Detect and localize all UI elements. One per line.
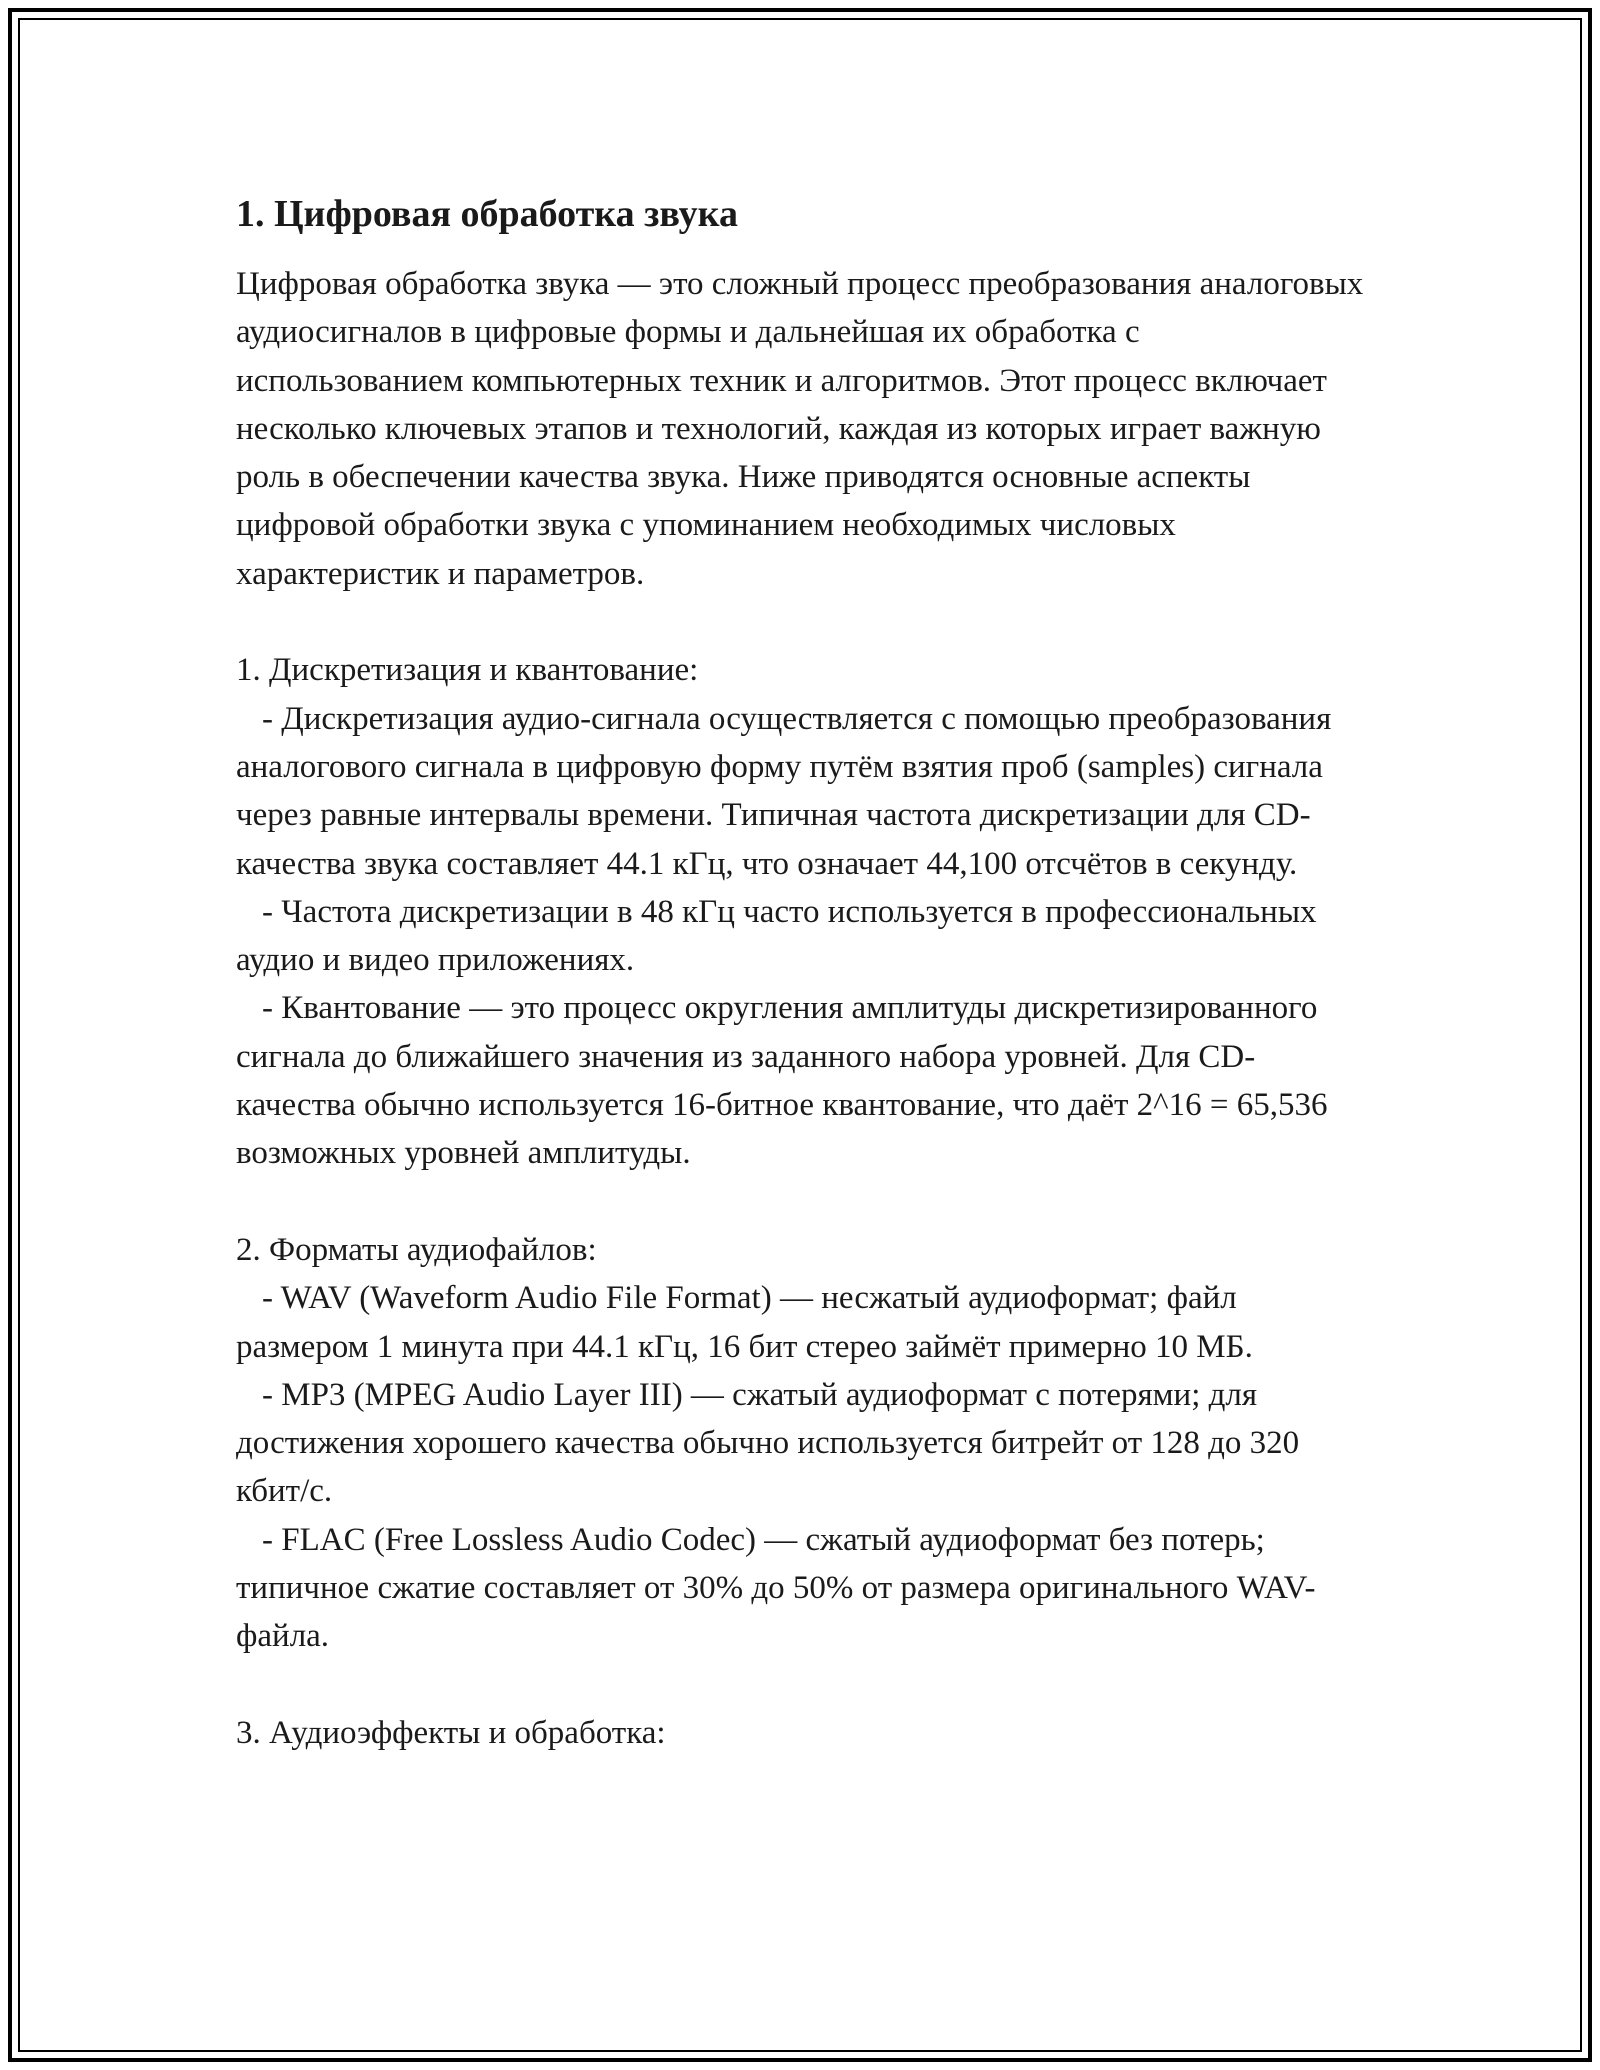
document-title: 1. Цифровая обработка звука bbox=[236, 193, 738, 235]
list-item-text: - WAV (Waveform Audio File Format) — несжатый аудиоформат; файл размером 1 минута при 44.1 кГц, 16 бит стерео займёт примерно 10 МБ. bbox=[236, 1280, 1253, 1365]
section-heading-effects: 3. Аудиоэффекты и обработка: bbox=[236, 1714, 666, 1751]
list-item bbox=[236, 1516, 1366, 1661]
paragraph-gap bbox=[236, 1178, 1366, 1226]
list-item-text: - Квантование — это процесс округления амплитуды дискретизированного сигнала до ближайшего значения из заданного набора уровней. Для CD-качества обычно используется 16-битное квантование, что даёт 2^16 = 65,536 возможных уровней амплитуды. bbox=[236, 990, 1328, 1172]
list-item-text: - Частота дискретизации в 48 кГц часто используется в профессиональных аудио и видео приложениях. bbox=[236, 893, 1317, 979]
intro-paragraph: Цифровая обработка звука — это сложный процесс преобразования аналоговых аудиосигналов в цифровые формы и дальнейшая их обработка с использованием компьютерных техник и алгоритмов. Этот процесс включает несколько ключевых этапов и технологий, каждая из которых играет важную роль в обеспечении качества звука. Ниже приводятся основные аспекты цифровой обработки звука с упоминанием необходимых числовых характеристик и параметров. bbox=[236, 266, 1364, 592]
list-item bbox=[236, 695, 1366, 888]
section-heading-sampling: 1. Дискретизация и квантование: bbox=[236, 652, 699, 689]
paragraph-gap bbox=[236, 598, 1366, 646]
document-page bbox=[236, 190, 1366, 1757]
list-item-text: - MP3 (MPEG Audio Layer III) — сжатый аудиоформат с потерями; для достижения хорошего качества обычно используется битрейт от 128 до 320 кбит/с. bbox=[236, 1376, 1300, 1510]
section-heading-formats: 2. Форматы аудиофайлов: bbox=[236, 1231, 597, 1268]
list-item bbox=[236, 984, 1366, 1177]
list-item bbox=[236, 1371, 1366, 1516]
list-item bbox=[236, 888, 1366, 985]
list-item bbox=[236, 1274, 1366, 1371]
list-item-text: - Дискретизация аудио-сигнала осуществляется с помощью преобразования аналогового сигнала в цифровую форму путём взятия проб (samples) сигнала через равные интервалы времени. Типичная частота дискретизации для CD-качества звука составляет 44.1 кГц, что означает 44,100 отсчётов в секунду. bbox=[236, 700, 1332, 882]
paragraph-gap bbox=[236, 1661, 1366, 1709]
list-item-text: - FLAC (Free Lossless Audio Codec) — сжатый аудиоформат без потерь; типичное сжатие составляет от 30% до 50% от размера оригинального WAV-файла. bbox=[236, 1521, 1316, 1655]
